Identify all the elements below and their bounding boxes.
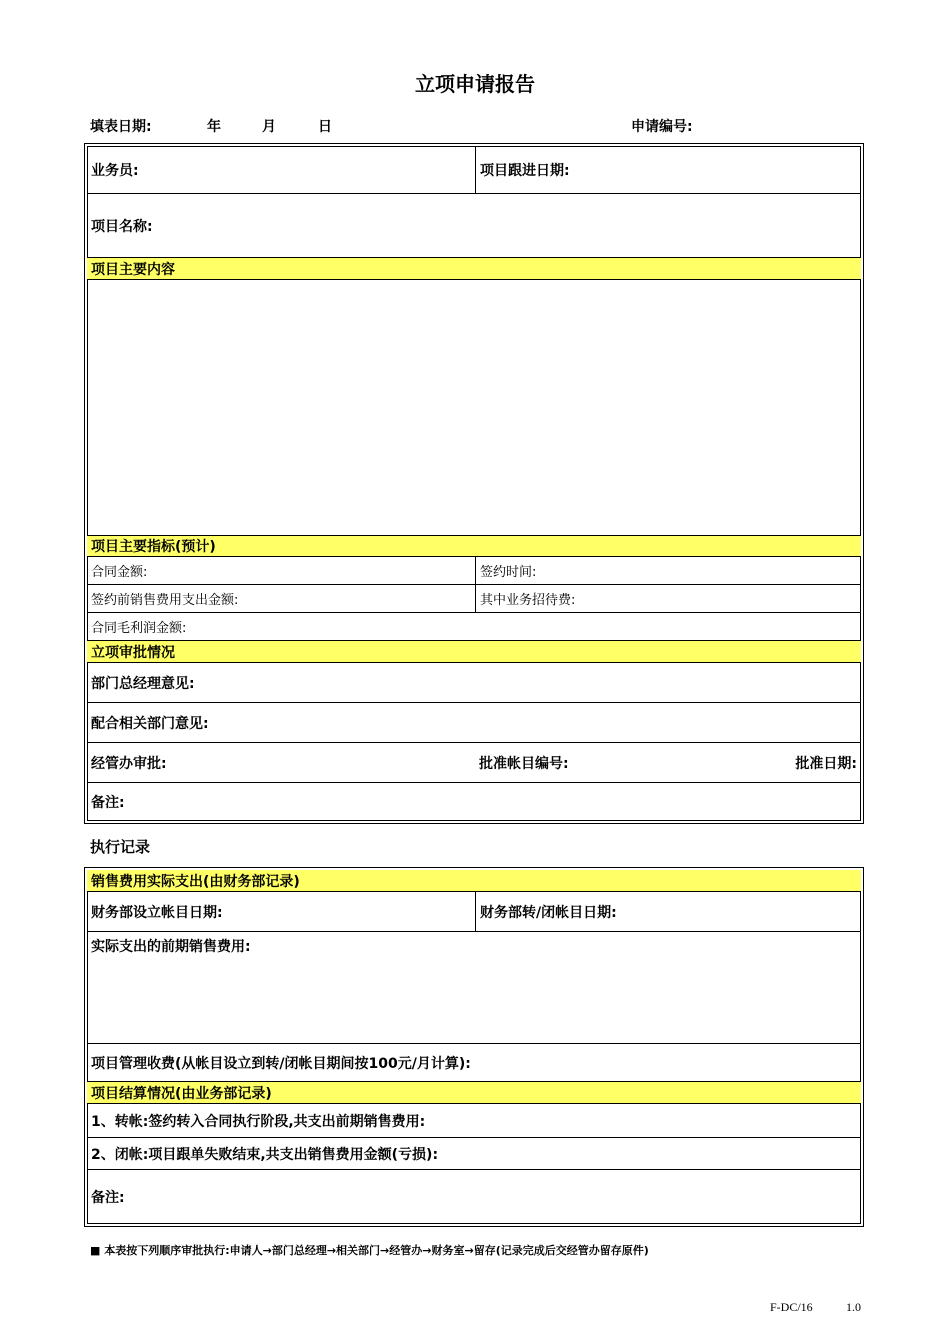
approval-header: 立项审批情况	[91, 644, 175, 661]
remarks2-field[interactable]: 备注:	[91, 1190, 125, 1206]
transfer-field[interactable]: 1、转帐:签约转入合同执行阶段,共支出前期销售费用:	[91, 1113, 426, 1130]
execution-form	[84, 867, 864, 1227]
form-code: F-DC/16	[770, 1300, 813, 1314]
salesperson-field[interactable]: 业务员:	[91, 162, 139, 179]
indicators-header-row	[87, 536, 861, 557]
page-title: 立项申请报告	[415, 72, 535, 96]
sign-time-field[interactable]: 签约时间:	[475, 557, 861, 584]
remarks-row	[87, 783, 861, 821]
cost-row	[87, 585, 861, 613]
gross-profit-row	[87, 613, 861, 641]
account-setup-date-field[interactable]: 财务部设立帐目日期:	[91, 904, 223, 921]
management-fee-row	[87, 1044, 861, 1082]
close-row	[87, 1138, 861, 1170]
account-close-date-field[interactable]: 财务部转/闭帐目日期:	[475, 892, 861, 931]
dept-manager-opinion-field[interactable]: 部门总经理意见:	[91, 675, 195, 692]
transfer-row	[87, 1104, 861, 1138]
entertainment-fee-field[interactable]: 其中业务招待费:	[475, 585, 861, 612]
form-version: 1.0	[846, 1300, 861, 1314]
year-label: 年	[207, 119, 221, 135]
day-label: 日	[318, 119, 332, 135]
office-approval-row	[87, 743, 861, 783]
account-dates-row	[87, 892, 861, 932]
account-no-field[interactable]: 批准帐目编号:	[479, 755, 569, 772]
settlement-header-row	[87, 1082, 861, 1104]
contract-amount-field[interactable]: 合同金额:	[91, 565, 148, 580]
close-field[interactable]: 2、闭帐:项目跟单失败结束,共支出销售费用金额(亏损):	[91, 1146, 439, 1163]
follow-date-field[interactable]: 项目跟进日期:	[475, 146, 861, 193]
gross-profit-field[interactable]: 合同毛利润金额:	[91, 621, 187, 636]
related-dept-row	[87, 703, 861, 743]
actual-cost-header: 销售费用实际支出(由财务部记录)	[91, 873, 300, 890]
approval-date-field[interactable]: 批准日期:	[795, 755, 857, 772]
application-form	[84, 143, 864, 824]
month-label: 月	[262, 119, 276, 135]
actual-pre-cost-row	[87, 932, 861, 1044]
management-fee-field[interactable]: 项目管理收费(从帐目设立到转/闭帐目期间按100元/月计算):	[91, 1055, 471, 1072]
salesperson-row	[87, 146, 861, 194]
application-no-label: 申请编号:	[631, 119, 693, 135]
section-title-execution-record: 执行记录	[90, 838, 151, 856]
actual-cost-header-row	[87, 870, 861, 892]
approval-header-row	[87, 641, 861, 663]
project-name-row	[87, 194, 861, 258]
project-name-field[interactable]: 项目名称:	[91, 218, 153, 235]
approval-order-note: ■ 本表按下列顺序审批执行:申请人→部门总经理→相关部门→经管办→财务室→留存(记录完成后交经管办留存原件)	[90, 1244, 649, 1257]
main-content-header: 项目主要内容	[91, 261, 175, 278]
remarks-field[interactable]: 备注:	[91, 795, 125, 811]
indicators-header: 项目主要指标(预计)	[91, 539, 216, 555]
fill-date-label: 填表日期:	[90, 119, 152, 135]
related-dept-opinion-field[interactable]: 配合相关部门意见:	[91, 715, 209, 732]
main-content-area[interactable]	[87, 280, 861, 536]
main-content-header-row	[87, 258, 861, 280]
dept-manager-row	[87, 663, 861, 703]
office-approval-field[interactable]: 经管办审批:	[91, 755, 167, 772]
remarks2-row	[87, 1170, 861, 1224]
actual-pre-cost-field[interactable]: 实际支出的前期销售费用:	[91, 939, 251, 955]
contract-row	[87, 557, 861, 585]
pre-sign-cost-field[interactable]: 签约前销售费用支出金额:	[91, 593, 239, 608]
settlement-header: 项目结算情况(由业务部记录)	[91, 1085, 272, 1102]
